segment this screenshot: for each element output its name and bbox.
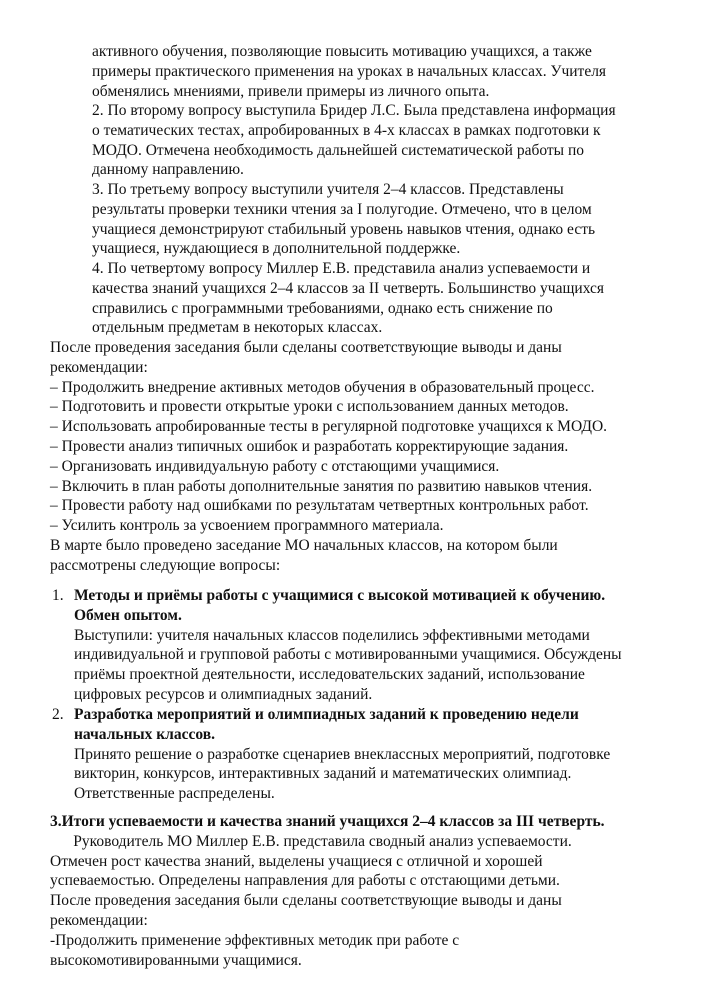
text-line: 3. По третьему вопросу выступили учителя 2–4 классов. Представлены <box>92 181 564 198</box>
text-line: учащиеся, нуждающиеся в дополнительной поддержке. <box>92 240 461 258</box>
text-line: Выступили: учителя начальных классов поделились эффективными методами <box>74 626 590 644</box>
agenda-item-3 <box>92 180 692 259</box>
text-line: рекомендации: <box>50 358 148 376</box>
text-line: высокомотивированными учащимися. <box>50 951 302 969</box>
agenda-item-4 <box>92 259 692 338</box>
text-line: обменялись мнениями, привели примеры из личного опыта. <box>92 82 490 100</box>
section-3 <box>50 812 690 970</box>
march-question-2 <box>74 705 694 804</box>
text-line: викторин, конкурсов, интерактивных заданий и математических олимпиад. <box>74 765 572 783</box>
agenda-intro-tail <box>92 42 692 101</box>
text-line: отдельным предметам в некоторых классах. <box>92 319 383 337</box>
text-line: результаты проверки техники чтения за I полугодие. Отмечено, что в целом <box>92 200 592 218</box>
question-title: начальных классов. <box>74 725 215 743</box>
text-line: цифровых ресурсов и олимпиадных заданий. <box>74 685 373 703</box>
text-line: успеваемостью. Определены направления для работы с отстающими детьми. <box>50 872 560 890</box>
text-line: 4. По четвертому вопросу Миллер Е.В. представила анализ успеваемости и <box>92 260 591 277</box>
text-line: Принято решение о разработке сценариев внеклассных мероприятий, подготовке <box>74 745 611 763</box>
text-line: МОДО. Отмечена необходимость дальнейшей систематической работы по <box>92 141 585 159</box>
text-line: После проведения заседания были сделаны соответствующие выводы и даны <box>50 339 562 356</box>
text-line: примеры практического применения на уроках в начальных классах. Учителя <box>92 62 607 80</box>
text-line: В марте было проведено заседание МО начальных классов, на котором были <box>50 536 558 554</box>
text-line: приёмы проектной деятельности, исследовательских заданий, использование <box>74 666 585 684</box>
text-line: учащиеся демонстрируют стабильный уровень навыков чтения, однако есть <box>92 220 596 238</box>
text-line: 2. По второму вопросу выступила Бридер Л.С. Была представлена информация <box>92 102 616 119</box>
list-number: 1. <box>52 587 64 604</box>
recommendation-item: – Организовать индивидуальную работу с отстающими учащимися. <box>50 457 500 475</box>
question-title: Методы и приёмы работы с учащимися с высокой мотивацией к обучению. <box>74 587 606 604</box>
recommendation-item: – Подготовить и провести открытые уроки с использованием данных методов. <box>50 398 569 416</box>
recommendation-item: – Усилить контроль за усвоением программного материала. <box>50 517 444 535</box>
text-line: Ответственные распределены. <box>74 785 275 803</box>
text-line: рассмотрены следующие вопросы: <box>50 556 281 574</box>
recommendation-item: – Продолжить внедрение активных методов обучения в образовательный процесс. <box>50 378 595 396</box>
recommendation-item: – Провести работу над ошибками по результатам четвертных контрольных работ. <box>50 497 589 515</box>
recommendation-item: – Провести анализ типичных ошибок и разработать корректирующие задания. <box>50 437 569 455</box>
text-line: Руководитель МО Миллер Е.В. представила сводный анализ успеваемости. <box>50 832 572 850</box>
question-title: Обмен опытом. <box>74 606 182 624</box>
recommendation-item: – Использовать апробированные тесты в регулярной подготовке учащихся к МОДО. <box>50 418 608 436</box>
question-title: Разработка мероприятий и олимпиадных заданий к проведению недели <box>74 706 579 723</box>
text-line: активного обучения, позволяющие повысить мотивацию учащихся, а также <box>92 43 592 60</box>
text-line: данному направлению. <box>92 161 244 179</box>
text-line: рекомендации: <box>50 911 148 929</box>
text-line: справились с программными требованиями, однако есть снижение по <box>92 299 553 317</box>
text-line: о тематических тестах, апробированных в 4-х классах в рамках подготовки к <box>92 121 601 139</box>
text-line: индивидуальной и групповой работы с мотивированными учащимися. Обсуждены <box>74 646 622 664</box>
agenda-item-2 <box>92 101 692 180</box>
list-number: 2. <box>52 706 64 723</box>
recommendation-item: – Включить в план работы дополнительные занятия по развитию навыков чтения. <box>50 477 593 495</box>
text-line: -Продолжить применение эффективных методик при работе с <box>50 931 460 949</box>
text-line: качества знаний учащихся 2–4 классов за II четверть. Большинство учащихся <box>92 279 605 297</box>
conclusions <box>50 338 690 576</box>
text-line: После проведения заседания были сделаны соответствующие выводы и даны <box>50 892 562 910</box>
march-question-1 <box>74 586 694 705</box>
section-heading: 3.Итоги успеваемости и качества знаний учащихся 2–4 классов за III четверть. <box>50 813 605 830</box>
text-line: Отмечен рост качества знаний, выделены учащиеся с отличной и хорошей <box>50 852 543 870</box>
